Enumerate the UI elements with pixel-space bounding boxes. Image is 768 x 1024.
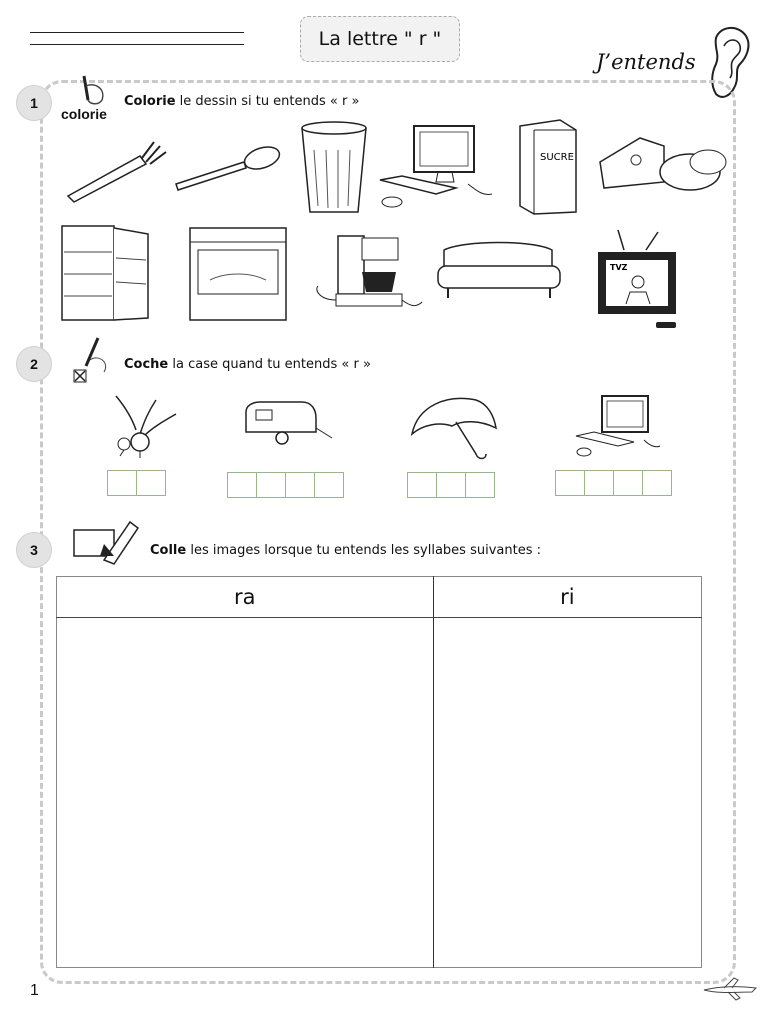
answer-box[interactable] [436,472,466,498]
instruction-3 [150,543,541,558]
answer-box[interactable] [256,472,286,498]
computer-icon [376,122,494,214]
instruction-3-text: les images lorsque tu entends les syllabes suivantes : [186,543,541,558]
airplane-icon [700,976,760,1002]
oven-icon [186,224,290,324]
page-number: 1 [30,982,39,999]
section-number-2: 2 [16,346,52,382]
answer-box[interactable] [285,472,315,498]
fork-icon [62,134,170,206]
coffee-maker-icon [310,230,426,314]
answer-boxes-computer[interactable] [556,470,672,496]
answer-box[interactable] [642,470,672,496]
answer-box[interactable] [555,470,585,496]
subtitle: J’entends [596,50,696,74]
instruction-1-verb: Colorie [124,94,176,109]
instruction-2-text: la case quand tu entends « r » [168,357,371,372]
computer-icon-2 [572,394,662,460]
name-line-2 [30,44,244,45]
answer-boxes-caravan[interactable] [228,472,344,498]
section-number-1: 1 [16,85,52,121]
column-header-ri: ri [433,577,701,618]
umbrella-icon [406,392,498,464]
spoon-icon [172,140,282,192]
answer-box[interactable] [227,472,257,498]
sofa-icon [434,236,564,302]
answer-box[interactable] [613,470,643,496]
answer-box[interactable] [465,472,495,498]
radish-icon [96,390,186,460]
svg-text:SUCRE: SUCRE [540,152,574,163]
column-header-ra: ra [57,577,434,618]
answer-box[interactable] [136,470,166,496]
caravan-icon [242,398,336,450]
colorie-icon-label: colorie [61,106,107,122]
tv-icon [594,226,684,334]
instruction-2 [124,357,371,372]
instruction-1 [124,94,359,109]
instruction-1-text: le dessin si tu entends « r » [175,94,360,109]
instruction-2-verb: Coche [124,357,169,372]
section-number-3: 3 [16,532,52,568]
paste-area-ra[interactable] [57,618,434,968]
glue-stick-icon [70,516,140,566]
instruction-3-verb: Colle [150,543,187,558]
syllable-sorting-table [56,576,702,968]
answer-boxes-radish[interactable] [108,470,166,496]
check-pencil-icon [70,334,114,386]
answer-boxes-umbrella[interactable] [408,472,495,498]
glass-icon [298,120,370,218]
cheese-icon [596,132,728,196]
sugar-box-icon [516,116,580,216]
answer-box[interactable] [584,470,614,496]
answer-box[interactable] [407,472,437,498]
paste-area-ri[interactable] [433,618,701,968]
page-title: La lettre " r " [300,16,460,62]
answer-box[interactable] [314,472,344,498]
name-line-1 [30,32,244,33]
tv-channel-text: TVZ [610,263,628,272]
answer-box[interactable] [107,470,137,496]
fridge-icon [58,222,154,324]
